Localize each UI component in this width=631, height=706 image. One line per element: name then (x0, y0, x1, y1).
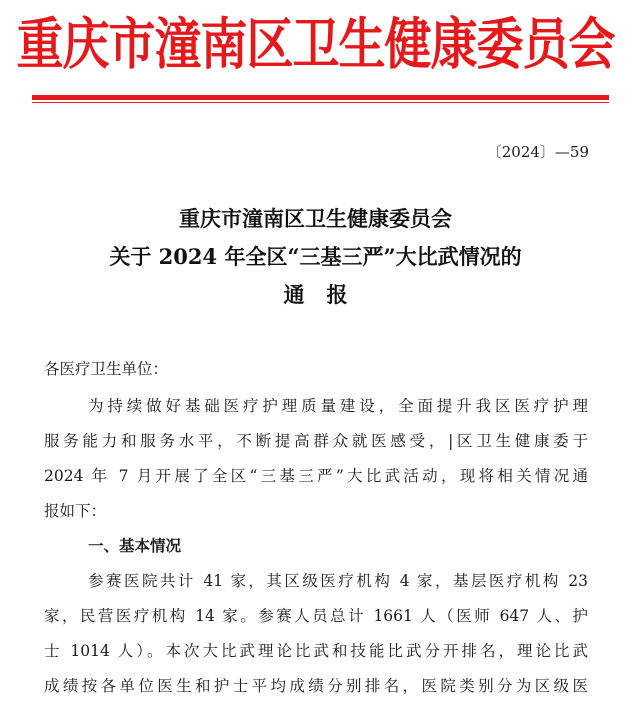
body-line: 服务能力和服务水平，不断提高群众就医感受，|区卫生健康委于 (44, 432, 588, 450)
body-line: 2024 年 7 月开展了全区“三基三严”大比武活动，现将相关情况通 (44, 467, 588, 485)
section-line: 士 1014 人）。本次大比武理论比武和技能比武分开排名，理论比武 (44, 642, 588, 660)
masthead-rule-thin (32, 102, 609, 103)
section-line: 成绩按各单位医生和护士平均成绩分别排名，医院类别分为区级医 (44, 677, 588, 695)
masthead-rule-thick (32, 95, 609, 100)
title-line-2: 关于 2024 年全区“三基三严”大比武情况的 (109, 244, 522, 269)
body-line: 为持续做好基础医疗护理质量建设，全面提升我区医疗护理 (88, 397, 588, 415)
body-line: 报如下： (44, 502, 107, 520)
document-number: 〔2024〕—59 (486, 143, 589, 161)
salutation: 各医疗卫生单位： (44, 360, 169, 378)
title-line-3: 通报 (283, 282, 370, 307)
section-line: 参赛医院共计 41 家，其区级医疗机构 4 家，基层医疗机构 23 (88, 572, 588, 590)
title-line-1: 重庆市潼南区卫生健康委员会 (179, 206, 452, 231)
section-line: 家，民营医疗机构 14 家。参赛人员总计 1661 人（医师 647 人、护 (44, 607, 588, 625)
masthead-title: 重庆市潼南区卫生健康委员会 (16, 12, 615, 78)
section-heading: 一、基本情况 (88, 537, 182, 555)
